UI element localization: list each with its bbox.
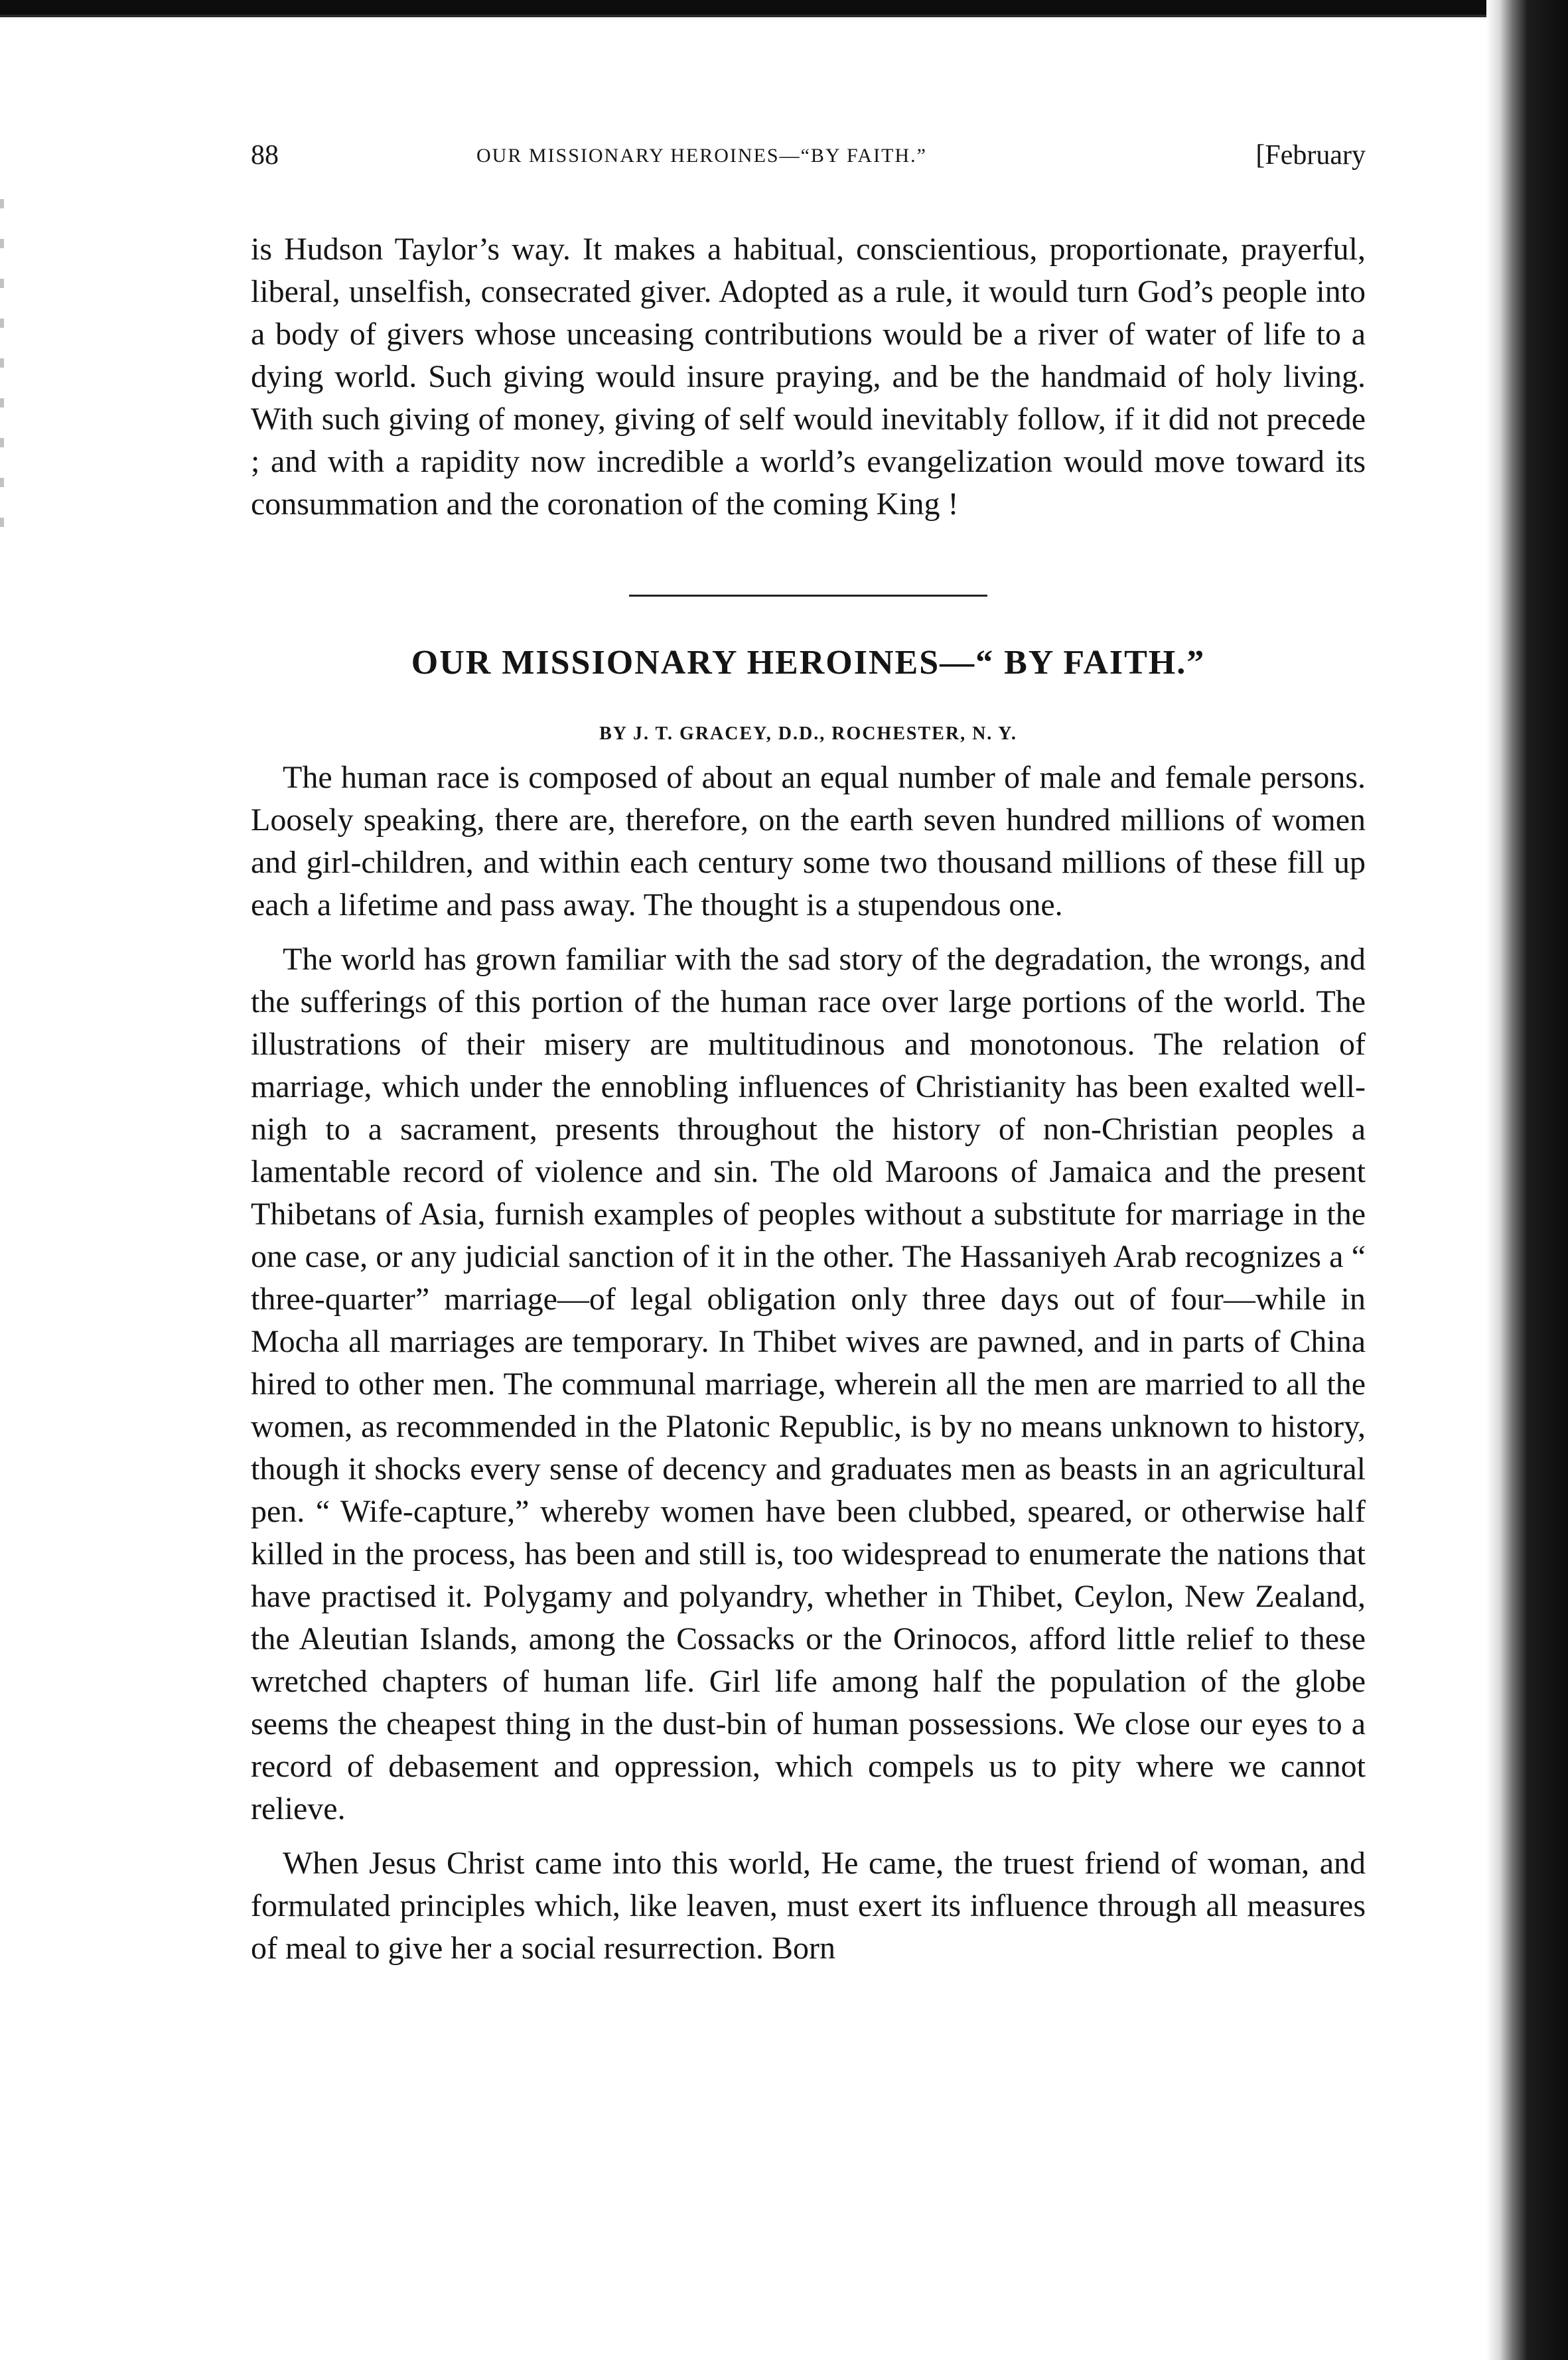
paragraph-1: The human race is composed of about an equal number of male and female persons. Loosely speaking, there are, therefore, on the earth seven hundred millions of women and girl-children, and within each century some two thousand millions of these fill up each a lifetime and pass away. The thought is a stupendous one. [251, 760, 1366, 922]
scan-top-edge [0, 0, 1568, 17]
running-month: [February [1255, 140, 1366, 171]
scan-left-marks [0, 199, 4, 544]
opening-paragraph: is Hudson Taylor’s way. It makes a habitual, conscientious, proportionate, prayerful, liberal, unselfish, consecrated giver. Adopted as a rule, it would turn God’s people into a body of givers whose unceasing contributions would be a river of water of life to a dying world. Such giving would insure praying, and be the handmaid of holy living. With such giving of money, giving of self would inevitably follow, if it did not precede ; and with a rapidity now incredible a world’s evangelization would move toward its consummation and the coronation of the coming King ! [251, 232, 1366, 522]
page-number: 88 [251, 140, 279, 171]
running-title: OUR MISSIONARY HEROINES—“BY FAITH.” [476, 145, 927, 167]
paragraph-2: The world has grown familiar with the sad story of the degradation, the wrongs, and the sufferings of this portion of the human race over large portions of the world. The illustrations of their misery are multitudinous and monotonous. The relation of marriage, which under the ennobling influences of Christianity has been exalted well-nigh to a sacrament, presents throughout the history of non-Christian peoples a lamentable record of violence and sin. The old Maroons of Jamaica and the present Thibetans of Asia, furnish examples of peoples without a substitute for marriage in the one case, or any judicial sanction of it in the other. The Hassaniyeh Arab recognizes a “ three-quarter” marriage—of legal obligation only three days out of four—while in Mocha all marriages are temporary. In Thibet wives are pawned, and in parts of China hired to other men. The communal marriage, wherein all the men are married to all the women, as recommended in the Platonic Republic, is by no means unknown to history, though it shocks every sense of decency and graduates men as beasts in an agricultural pen. “ Wife-capture,” whereby women have been clubbed, speared, or otherwise half killed in the process, has been and still is, too widespread to enumerate the nations that have practised it. Polygamy and polyandry, whether in Thibet, Ceylon, New Zealand, the Aleutian Islands, among the Cossacks or the Orinocos, afford little relief to these wretched chapters of human life. Girl life among half the population of the globe seems the cheapest thing in the dust-bin of human possessions. We close our eyes to a record of debasement and oppression, which compels us to pity where we cannot relieve. [251, 942, 1366, 1826]
section-divider [629, 595, 987, 597]
running-head [251, 139, 1366, 181]
book-page [251, 139, 1366, 1970]
article-title: OUR MISSIONARY HEROINES—“ BY FAITH.” [411, 644, 1206, 682]
scan-right-edge [1486, 0, 1568, 2360]
paragraph-3: When Jesus Christ came into this world, He came, the truest friend of woman, and formulated principles which, like leaven, must exert its influence through all measures of meal to give her a social resurrection. Born [251, 1846, 1366, 1966]
article-byline: BY J. T. GRACEY, D.D., ROCHESTER, N. Y. [599, 723, 1017, 744]
